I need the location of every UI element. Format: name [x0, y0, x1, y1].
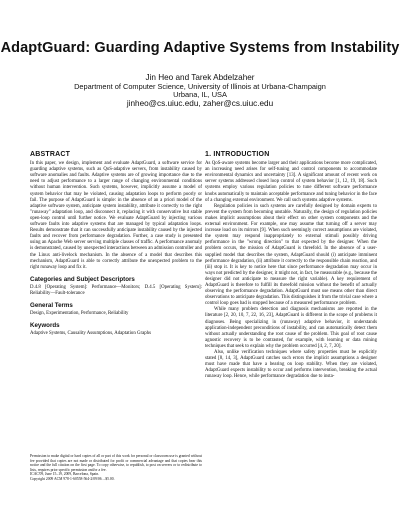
author-location: Urbana, IL, USA: [173, 90, 227, 100]
abstract-text: In this paper, we design, implement and evaluate AdaptGuard, a software service for guarding adaptive systems, such as QoS-adaptive servers, from instability caused by software anomalies and faults. Adaptive systems are of growing importance due to the need to adjust performance to a larger range of changing environmental conditions without human intervention. Such systems, however, implicitly assume a model of system behavior that may be violated, causing adaptation loops to perform poorly or fail. The purpose of AdaptGuard is simple: in the absence of an a priori model of the adaptive software system, anticipate system instability, attribute it correctly to the right "runaway" adaptation loop, and disconnect it, replacing it with conservative but stable open-loop control until further notice. We evaluate AdaptGuard by injecting various software faults into adaptive systems that are managed by typical adaptation loops. Results demonstrate that it can successfully anticipate instability caused by the injected faults and recover from performance degradation. Further, a case study is presented using an Apache Web server serving multiple classes of traffic. A performance anomaly is demonstrated, caused by unexpected interactions between an admission controller and the Linux anti-livelock mechanism. In the absence of a model that describes this mechanism, AdaptGuard is able to correctly attribute the unexpected problem to the right runaway loop and fix it.: [30, 161, 202, 270]
keywords-text: Adaptive Systems, Causality Assumptions, Adaptation Graphs: [30, 331, 151, 337]
categories-heading: Categories and Subject Descriptors: [30, 275, 135, 283]
abstract-heading: ABSTRACT: [30, 151, 71, 158]
copyright-text: Permission to make digital or hard copies of all or part of this work for personal or classroom use is granted without fee provided that copies are not made or distributed for profit or commercial advantage and that copies bear this notice and the full citation on the first page. To copy otherwise, to republish, to post on servers or to redistribute to lists, requires prior specific permission and/or a fee.: [30, 454, 202, 472]
intro-paragraph: As QoS-aware systems become larger and their applications become more complicated, an increasing need arises for self-tuning and control components to accommodate environmental dynamics and uncertainty [13]. A significant amount of recent work on server systems addressed closed loop control of system behavior [1, 12, 19, 18]. Such systems employ various regulation policies to tune different software performance knobs automatically to maintain acceptable performance and tuning behavior in the face of a changing external environment. We call such systems adaptive systems.: [205, 161, 377, 203]
general-terms-text: Design, Experimentation, Performance, Reliability: [30, 311, 129, 317]
categories-text: D.4.8 [Operating System]: Performance—Monitors; D.4.5 [Operating System]: Reliability—Fault-tolerance: [30, 284, 202, 296]
right-column: [205, 152, 377, 380]
keywords-heading: Keywords: [30, 322, 60, 330]
copyright-notice: [30, 454, 202, 482]
author-emails: jinheo@cs.uiuc.edu, zaher@cs.uiuc.edu: [126, 98, 274, 108]
copyright-venue: ICAC'09, June 15–19, 2009, Barcelona, Spain.: [30, 472, 100, 477]
intro-paragraph: Regulation policies in such systems are carefully designed by domain experts to prevent the system from becoming unstable. Naturally, the design of regulation policies makes implicit assumptions about their effect on other system components and the external environment. For example, one may assume that turning off a server may increase load on its mirrors [9]. When such seemingly correct assumptions are violated, the system may respond inappropriately to external stimuli possibly driving performance in the "wrong direction" to that expected by the designer. When the problem occurs, the mission of AdaptGuard is threefold. In the absence of a user-supplied model that describes the system, AdaptGuard should (i) anticipate imminent performance degradation, (ii) attribute it correctly to the responsible chain reaction, and (iii) stop it. It is key to notice here that since performance degradation may occur in ways not predicted by the designer, it might not, in fact, be measurable (e.g., because the designer did not anticipate to measure the right variable). A key requirement of AdaptGuard is therefore to fulfill its threefold mission without the benefit of actually observing the performance degradation. AdaptGuard must use means other than direct observations to anticipate degradation. This distinguishes it from the trivial case where a control loop goes bad is stopped because of a measured performance problem.: [205, 203, 377, 307]
left-column: [30, 152, 202, 337]
general-terms-heading: General Terms: [30, 302, 73, 310]
author-block: [0, 74, 400, 108]
intro-paragraph: Also, unlike verification techniques where safety properties must be explicitly stated [8, 14, 3], AdaptGuard catches such errors the implicit assumptions a designer must have made that have a bearing on loop stability. When they are violated, AdaptGuard expects instability to occur and performs intervention, breaking the actual runaway loop. Hence, while performance degradation due to insta-: [205, 350, 377, 380]
copyright-acm: Copyright 2009 ACM 978-1-60558-564-2/09/06 ...$5.00.: [30, 476, 115, 481]
introduction-heading: 1. INTRODUCTION: [205, 151, 270, 158]
author-affiliation: Department of Computer Science, University of Illinois at Urbana-Champaign: [74, 82, 326, 92]
author-names: Jin Heo and Tarek Abdelzaher: [145, 73, 255, 82]
paper-title: AdaptGuard: Guarding Adaptive Systems from Instability: [0, 40, 400, 56]
intro-paragraph: While many problem detection and diagnosis mechanisms are reported in the literature [2, 20, 10, 7, 22, 16, 23], AdaptGuard is different in the scope of problems it diagnoses. Being specializing in (runaway) adaptive behavior, it understands application-independent preconditions of instability, and can automatically detect them without actually understanding the root cause of the problem. This goal of root cause agnostic recovery is to be contrasted, for example, with learning or data mining techniques that seek to explain why the problem occurred [4, 2, 7, 20].: [205, 307, 377, 349]
